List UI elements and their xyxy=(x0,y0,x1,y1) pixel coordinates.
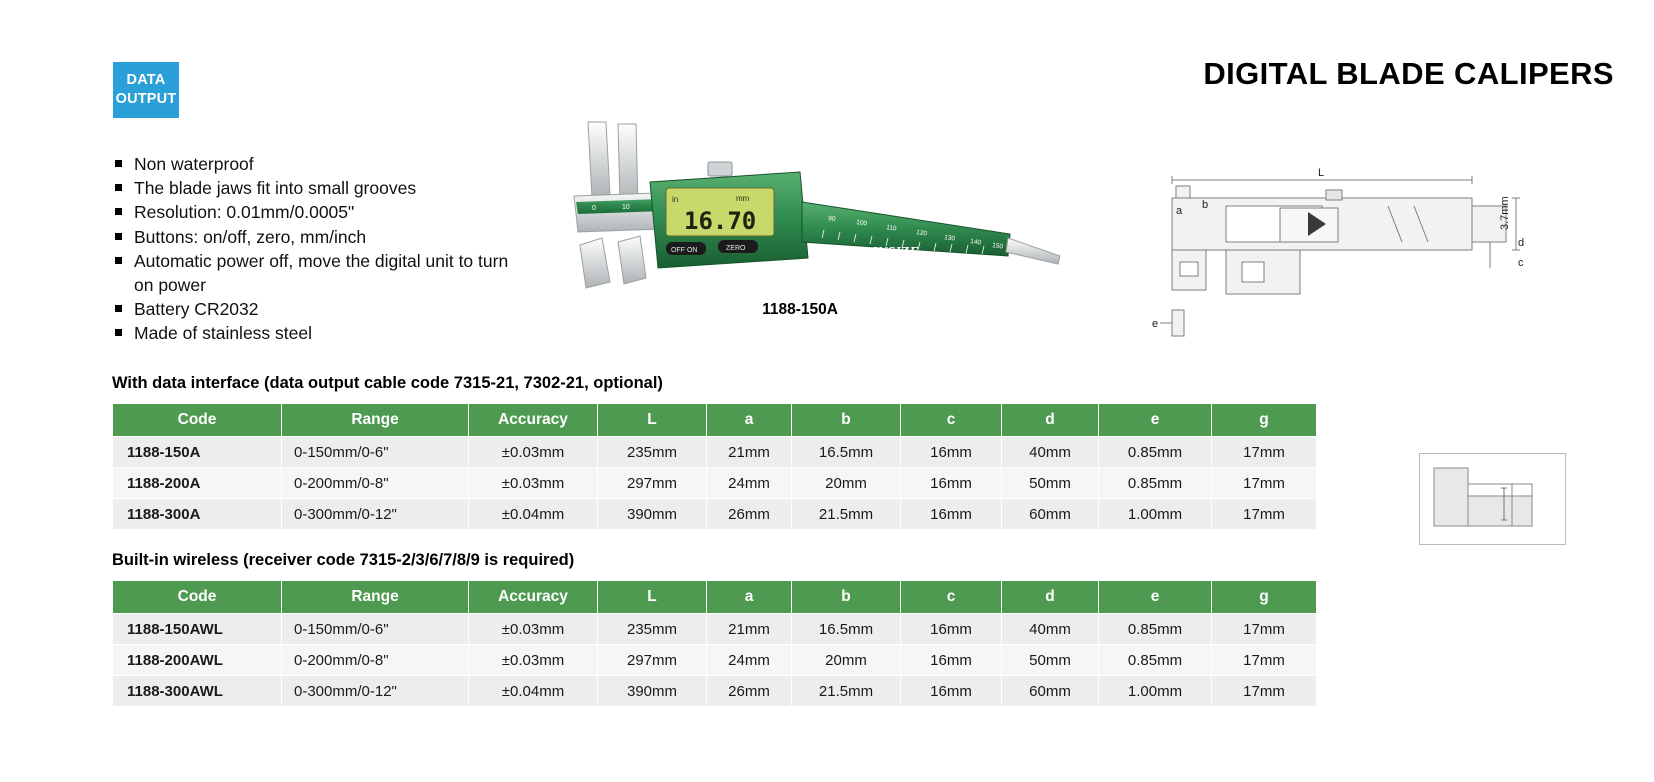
list-item xyxy=(112,225,532,249)
column-header-c: c xyxy=(901,404,1002,437)
dim-label-g: 3.7mm xyxy=(1499,196,1511,230)
svg-text:ZERO: ZERO xyxy=(726,245,746,252)
column-header-d: d xyxy=(1002,404,1099,437)
cell-accuracy: ±0.04mm xyxy=(469,676,598,707)
cell-c: 16mm xyxy=(901,676,1002,707)
column-header-b: b xyxy=(792,404,901,437)
dim-label-e: e xyxy=(1152,318,1159,330)
caliper-illustration xyxy=(540,110,1080,330)
cell-a: 21mm xyxy=(707,614,792,645)
feature-text: Buttons: on/off, zero, mm/inch xyxy=(134,226,367,247)
svg-text:INSIZE: INSIZE xyxy=(872,245,919,260)
feature-text: Non waterproof xyxy=(134,154,254,174)
cell-range: 0-200mm/0-8" xyxy=(282,645,469,676)
feature-text: Automatic power off, move the digital unit to turn on power xyxy=(134,250,509,296)
cell-L: 235mm xyxy=(598,614,707,645)
cell-e: 0.85mm xyxy=(1099,614,1212,645)
svg-text:90: 90 xyxy=(827,215,836,223)
svg-text:in: in xyxy=(672,195,679,204)
dim-label-c: c xyxy=(1518,257,1524,269)
cell-g: 17mm xyxy=(1212,468,1317,499)
feature-text: Made of stainless steel xyxy=(134,323,313,344)
cell-accuracy: ±0.03mm xyxy=(469,437,598,468)
feature-text: The blade jaws fit into small grooves xyxy=(134,178,417,199)
column-header-c: c xyxy=(901,581,1002,614)
column-header-b: b xyxy=(792,581,901,614)
cell-L: 297mm xyxy=(598,468,707,499)
square-bullet-icon xyxy=(115,184,122,191)
list-item xyxy=(112,321,532,345)
cell-c: 16mm xyxy=(901,437,1002,468)
product-photo xyxy=(540,110,1080,330)
column-header-a: a xyxy=(707,404,792,437)
feature-text: Resolution: 0.01mm/0.0005" xyxy=(134,202,355,223)
dim-label-d: d xyxy=(1518,237,1525,249)
square-bullet-icon xyxy=(115,160,122,167)
cell-e: 0.85mm xyxy=(1099,437,1212,468)
svg-text:110: 110 xyxy=(885,224,897,233)
spec-table-data-interface xyxy=(112,403,1317,530)
cell-range: 0-150mm/0-6" xyxy=(282,614,469,645)
cell-d: 40mm xyxy=(1002,614,1099,645)
dim-label-a: a xyxy=(1176,205,1183,217)
cell-b: 21.5mm xyxy=(792,676,901,707)
table-row xyxy=(113,645,1317,676)
list-item xyxy=(112,176,532,200)
column-header-a: a xyxy=(707,581,792,614)
cell-b: 21.5mm xyxy=(792,499,901,530)
table-row xyxy=(113,614,1317,645)
list-item xyxy=(112,249,532,297)
column-header-e: e xyxy=(1099,581,1212,614)
cell-g: 17mm xyxy=(1212,676,1317,707)
cell-d: 60mm xyxy=(1002,676,1099,707)
cell-d: 60mm xyxy=(1002,499,1099,530)
feature-list xyxy=(112,152,532,346)
list-item xyxy=(112,200,532,224)
cell-a: 26mm xyxy=(707,676,792,707)
cell-g: 17mm xyxy=(1212,437,1317,468)
column-header-L: L xyxy=(598,581,707,614)
cell-accuracy: ±0.03mm xyxy=(469,645,598,676)
list-item xyxy=(112,152,532,176)
cell-code: 1188-150A xyxy=(113,437,282,468)
square-bullet-icon xyxy=(115,257,122,264)
cell-L: 297mm xyxy=(598,645,707,676)
cell-b: 16.5mm xyxy=(792,437,901,468)
cell-code: 1188-300AWL xyxy=(113,676,282,707)
cell-e: 0.85mm xyxy=(1099,468,1212,499)
column-header-g: g xyxy=(1212,581,1317,614)
svg-text:100: 100 xyxy=(855,219,868,228)
cell-a: 26mm xyxy=(707,499,792,530)
cell-a: 21mm xyxy=(707,437,792,468)
cell-accuracy: ±0.04mm xyxy=(469,499,598,530)
column-header-d: d xyxy=(1002,581,1099,614)
svg-text:0: 0 xyxy=(592,205,596,212)
column-header-accuracy: Accuracy xyxy=(469,581,598,614)
cell-code: 1188-200A xyxy=(113,468,282,499)
square-bullet-icon xyxy=(115,305,122,312)
cell-range: 0-300mm/0-12" xyxy=(282,676,469,707)
square-bullet-icon xyxy=(115,208,122,215)
table-row xyxy=(113,437,1317,468)
data-output-badge xyxy=(113,62,179,118)
data-output-badge-line1: DATA xyxy=(126,72,166,88)
cell-code: 1188-300A xyxy=(113,499,282,530)
cell-L: 235mm xyxy=(598,437,707,468)
table-2-caption: Built-in wireless (receiver code 7315-2/3/6/7/8/9 is required) xyxy=(112,551,575,569)
cell-d: 50mm xyxy=(1002,645,1099,676)
cell-c: 16mm xyxy=(901,499,1002,530)
table-1-caption: With data interface (data output cable code 7315-21, 7302-21, optional) xyxy=(112,374,663,392)
cell-code: 1188-200AWL xyxy=(113,645,282,676)
page-title: DIGITAL BLADE CALIPERS xyxy=(1203,56,1614,91)
column-header-code: Code xyxy=(113,404,282,437)
cell-e: 0.85mm xyxy=(1099,645,1212,676)
cell-c: 16mm xyxy=(901,614,1002,645)
svg-text:mm: mm xyxy=(736,194,750,203)
list-item xyxy=(112,297,532,321)
svg-text:120: 120 xyxy=(915,229,928,238)
svg-text:10: 10 xyxy=(622,204,630,211)
cell-g: 17mm xyxy=(1212,614,1317,645)
dimension-drawing xyxy=(1130,150,1530,350)
cell-c: 16mm xyxy=(901,645,1002,676)
product-caption: 1188-150A xyxy=(762,301,838,318)
cell-e: 1.00mm xyxy=(1099,499,1212,530)
cell-b: 20mm xyxy=(792,468,901,499)
column-header-code: Code xyxy=(113,581,282,614)
cell-range: 0-200mm/0-8" xyxy=(282,468,469,499)
table-row xyxy=(113,499,1317,530)
svg-text:OFF ON: OFF ON xyxy=(671,247,698,254)
cell-range: 0-150mm/0-6" xyxy=(282,437,469,468)
svg-text:150: 150 xyxy=(991,242,1004,251)
square-bullet-icon xyxy=(115,233,122,240)
column-header-g: g xyxy=(1212,404,1317,437)
svg-text:130: 130 xyxy=(943,234,956,243)
cell-a: 24mm xyxy=(707,468,792,499)
cell-accuracy: ±0.03mm xyxy=(469,614,598,645)
spec-table-built-in-wireless xyxy=(112,580,1317,707)
column-header-range: Range xyxy=(282,581,469,614)
cross-section-illustration xyxy=(1420,454,1563,542)
dim-label-b: b xyxy=(1202,199,1209,211)
feature-text: Battery CR2032 xyxy=(134,299,259,320)
column-header-L: L xyxy=(598,404,707,437)
square-bullet-icon xyxy=(115,329,122,336)
data-output-badge-line2: OUTPUT xyxy=(115,91,177,107)
cell-d: 50mm xyxy=(1002,468,1099,499)
cell-b: 20mm xyxy=(792,645,901,676)
technical-drawing xyxy=(1130,150,1530,350)
column-header-range: Range xyxy=(282,404,469,437)
dim-label-L: L xyxy=(1318,167,1325,179)
cell-c: 16mm xyxy=(901,468,1002,499)
svg-text:140: 140 xyxy=(969,238,982,247)
cell-e: 1.00mm xyxy=(1099,676,1212,707)
cell-b: 16.5mm xyxy=(792,614,901,645)
svg-text:16.70: 16.70 xyxy=(684,207,757,235)
cell-g: 17mm xyxy=(1212,499,1317,530)
cross-section-diagram xyxy=(1419,453,1566,545)
cell-L: 390mm xyxy=(598,676,707,707)
table-row xyxy=(113,468,1317,499)
cell-code: 1188-150AWL xyxy=(113,614,282,645)
cell-d: 40mm xyxy=(1002,437,1099,468)
column-header-e: e xyxy=(1099,404,1212,437)
cell-accuracy: ±0.03mm xyxy=(469,468,598,499)
cell-range: 0-300mm/0-12" xyxy=(282,499,469,530)
cell-a: 24mm xyxy=(707,645,792,676)
cell-g: 17mm xyxy=(1212,645,1317,676)
cell-L: 390mm xyxy=(598,499,707,530)
table-header-row xyxy=(113,404,1317,437)
table-header-row xyxy=(113,581,1317,614)
column-header-accuracy: Accuracy xyxy=(469,404,598,437)
table-row xyxy=(113,676,1317,707)
